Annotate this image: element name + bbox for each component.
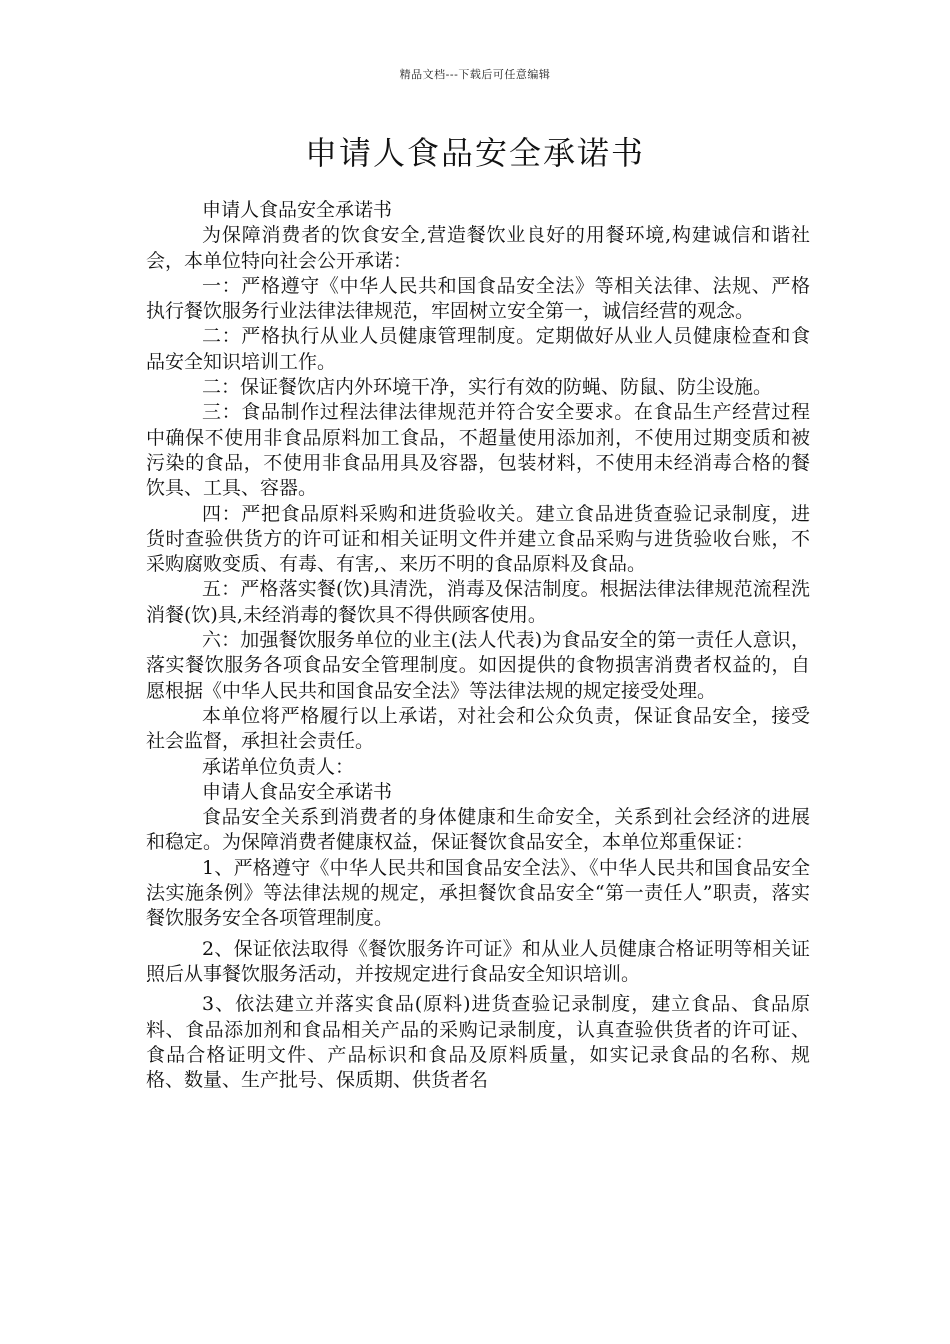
paragraph-15: 2、保证依法取得《餐饮服务许可证》和从业人员健康合格证明等相关证照后从事餐饮服务活动，并按规定进行食品安全知识培训。 <box>146 937 810 985</box>
paragraph-1: 申请人食品安全承诺书 <box>202 199 393 221</box>
paragraph-3: 一：严格遵守《中华人民共和国食品安全法》等相关法律、法规、严格执行餐饮服务行业法律法律规范，牢固树立安全第一，诚信经营的观念。 <box>146 274 810 323</box>
document-title: 申请人食品安全承诺书 <box>304 134 645 172</box>
paragraph-11: 承诺单位负责人： <box>202 755 355 778</box>
paragraph-10: 本单位将严格履行以上承诺，对社会和公众负责，保证食品安全，接受社会监督，承担社会责任。 <box>146 704 810 753</box>
paragraph-14: 1、严格遵守《中华人民共和国食品安全法》、《中华人民共和国食品安全法实施条例》等法律法规的规定，承担餐饮食品安全“第一责任人”职责，落实餐饮服务安全各项管理制度。 <box>146 856 810 930</box>
paragraph-12: 申请人食品安全承诺书 <box>202 780 393 803</box>
paragraph-16: 3、依法建立并落实食品(原料)进货查验记录制度，建立食品、食品原料、食品添加剂和食品相关产品的采购记录制度，认真查验供货者的许可证、食品合格证明文件、产品标识和食品及原料质量，如实记录食品的名称、规格、数量、生产批号、保质期、供货者名 <box>146 993 810 1092</box>
header-note: 精品文档---下载后可任意编辑 <box>399 68 551 81</box>
document-body <box>146 198 810 1093</box>
paragraph-5: 二：保证餐饮店内外环境干净，实行有效的防蝇、防鼠、防尘设施。 <box>202 376 773 399</box>
paragraph-4: 二：严格执行从业人员健康管理制度。定期做好从业人员健康检查和食品安全知识培训工作。 <box>146 325 810 373</box>
paragraph-7: 四：严把食品原料采购和进货验收关。建立食品进货查验记录制度，进货时查验供货方的许可证和相关证明文件并建立食品采购与进货验收台账，不采购腐败变质、有毒、有害,、来历不明的食品原料及食品。 <box>146 502 810 576</box>
paragraph-9: 六：加强餐饮服务单位的业主(法人代表)为食品安全的第一责任人意识，落实餐饮服务各项食品安全管理制度。如因提供的食物损害消费者权益的，自愿根据《中华人民共和国食品安全法》等法律法规的规定接受处理。 <box>146 629 810 702</box>
paragraph-6: 三：食品制作过程法律法律规范并符合安全要求。在食品生产经营过程中确保不使用非食品原料加工食品，不超量使用添加剂，不使用过期变质和被污染的食品，不使用非食品用具及容器，包装材料，不使用未经消毒合格的餐饮具、工具、容器。 <box>146 401 810 500</box>
paragraph-13: 食品安全关系到消费者的身体健康和生命安全，关系到社会经济的进展和稳定。为保障消费者健康权益，保证餐饮食品安全，本单位郑重保证： <box>146 806 810 854</box>
paragraph-2: 为保障消费者的饮食安全,营造餐饮业良好的用餐环境,构建诚信和谐社会，本单位特向社会公开承诺： <box>146 224 810 272</box>
paragraph-8: 五：严格落实餐(饮)具清洗，消毒及保洁制度。根据法律法律规范流程洗消餐(饮)具,未经消毒的餐饮具不得供顾客使用。 <box>146 578 810 626</box>
